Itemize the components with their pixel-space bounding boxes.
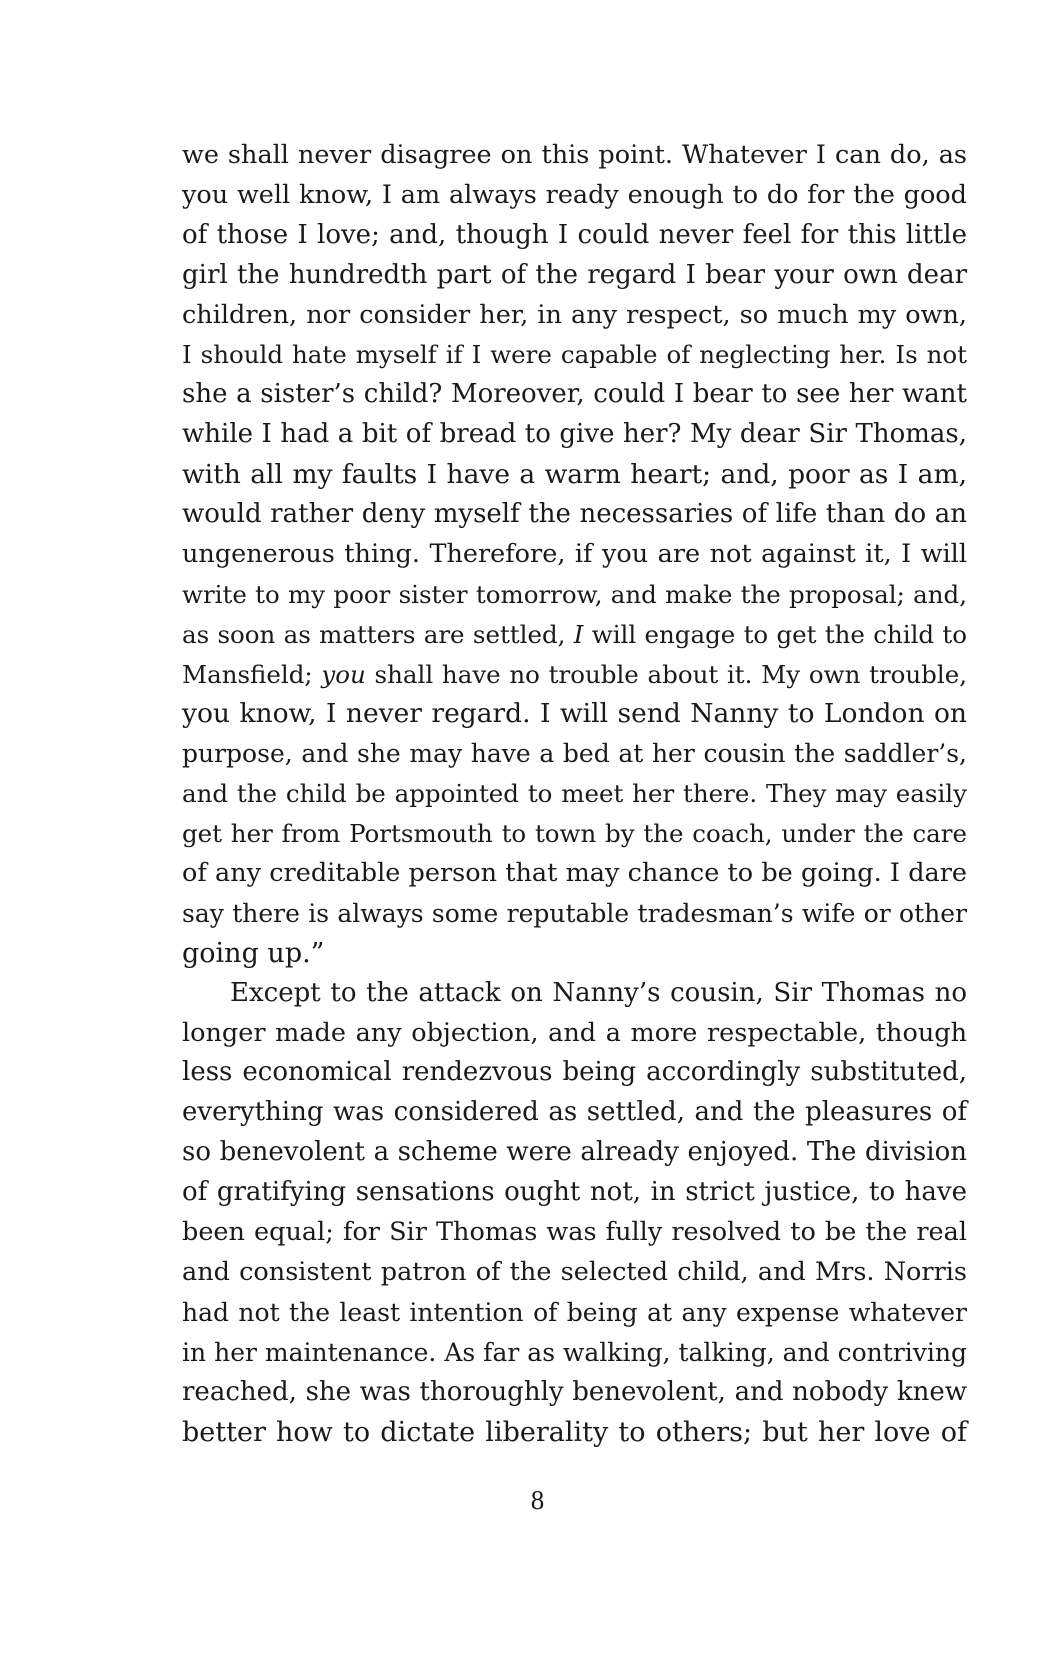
italic-emphasis: you: [321, 659, 366, 689]
text-line: she a sister’s child? Moreover, could I bear to see her want: [182, 379, 967, 410]
text-line: so benevolent a scheme were already enjoyed. The division: [182, 1137, 967, 1168]
text-line: everything was considered as settled, and the pleasures of: [182, 1097, 967, 1128]
text-line: of those I love; and, though I could never feel for this little: [182, 219, 967, 250]
page-number: 8: [530, 1485, 545, 1515]
text-line: would rather deny myself the necessaries of life than do an: [182, 499, 967, 530]
text-line: less economical rendezvous being accordingly substituted,: [182, 1057, 967, 1088]
text-segment: will engage to get the child to: [583, 619, 967, 649]
text-line: been equal; for Sir Thomas was fully resolved to be the real: [182, 1217, 967, 1248]
text-line: of gratifying sensations ought not, in strict justice, to have: [182, 1177, 967, 1208]
text-line: and consistent patron of the selected child, and Mrs. Norris: [182, 1256, 967, 1287]
text-segment: Mansfield;: [182, 659, 322, 689]
text-line: while I had a bit of bread to give her? My dear Sir Thomas,: [182, 419, 967, 450]
text-line: write to my poor sister tomorrow, and make the proposal; and,: [182, 579, 967, 609]
text-line: and the child be appointed to meet her there. They may easily: [182, 779, 967, 809]
text-line: with all my faults I have a warm heart; and, poor as I am,: [182, 459, 967, 491]
body-text: [182, 136, 967, 1452]
text-segment: as soon as matters are settled,: [182, 619, 574, 649]
text-line: of any creditable person that may chance to be going. I dare: [182, 858, 967, 889]
text-line: girl the hundredth part of the regard I bear your own dear: [182, 259, 967, 290]
text-line: say there is always some reputable tradesman’s wife or other: [182, 898, 967, 928]
text-line: purpose, and she may have a bed at her cousin the saddler’s,: [182, 739, 967, 769]
text-line: better how to dictate liberality to others; but her love of: [182, 1416, 967, 1448]
text-line: get her from Portsmouth to town by the coach, under the care: [182, 819, 967, 849]
text-line: Except to the attack on Nanny’s cousin, Sir Thomas no: [230, 977, 967, 1008]
text-line: ungenerous thing. Therefore, if you are not against it, I will: [182, 538, 967, 569]
text-line: reached, she was thoroughly benevolent, and nobody knew: [182, 1376, 967, 1407]
text-line: [182, 655, 967, 695]
italic-emphasis: I: [573, 619, 584, 649]
text-line: going up.”: [182, 937, 325, 969]
text-line: you know, I never regard. I will send Nanny to London on: [182, 698, 967, 730]
text-line: we shall never disagree on this point. Whatever I can do, as: [182, 140, 967, 170]
text-line: in her maintenance. As far as walking, talking, and contriving: [182, 1337, 967, 1367]
text-line: I should hate myself if I were capable of neglecting her. Is not: [182, 340, 967, 370]
text-line: you well know, I am always ready enough to do for the good: [182, 179, 967, 210]
text-line: children, nor consider her, in any respect, so much my own,: [182, 299, 967, 330]
text-line: [182, 615, 967, 655]
text-line: had not the least intention of being at any expense whatever: [182, 1297, 967, 1327]
text-segment: shall have no trouble about it. My own trouble,: [365, 659, 967, 689]
text-line: longer made any objection, and a more respectable, though: [182, 1017, 967, 1048]
